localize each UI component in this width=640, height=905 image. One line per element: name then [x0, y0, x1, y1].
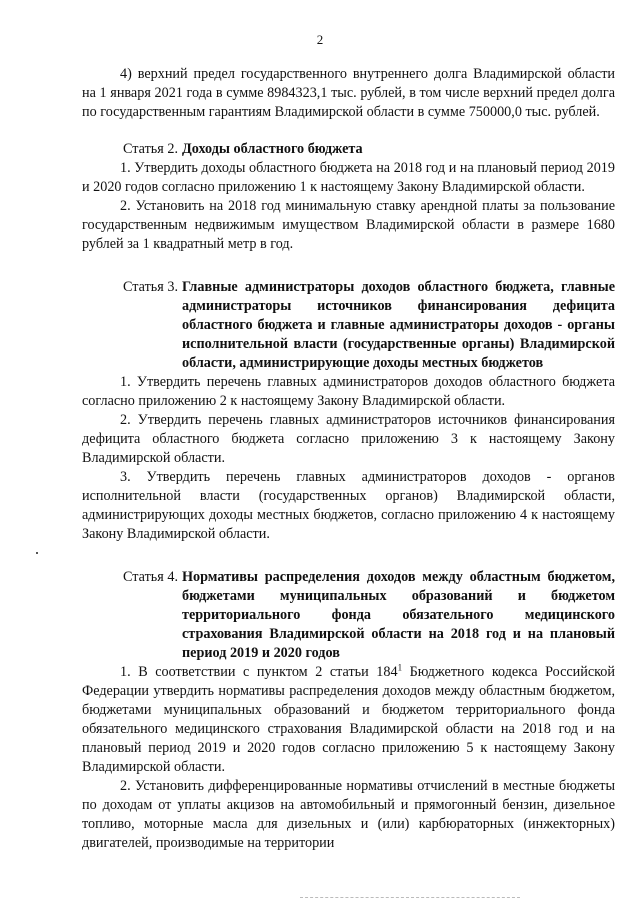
- article-2-title: Доходы областного бюджета: [182, 141, 363, 157]
- scan-edge-mark: [300, 897, 520, 901]
- article-4-para-1: [82, 663, 615, 777]
- article-3-title: Главные администраторы доходов областного бюджета, главные администраторы источников финансирования дефицита областного бюджета и главные администраторы доходов - органы исполнительной власти (государственные органы) Владимирской области, администрирующие доходы местных бюджетов: [182, 279, 615, 371]
- article-2-para-2: 2. Установить на 2018 год минимальную ставку арендной платы за пользование государственным недвижимым имуществом Владимирской области в размере 1680 рублей за 1 квадратный метр в год.: [82, 198, 615, 252]
- article-2-label: Статья 2.: [123, 141, 178, 157]
- article-4-label: Статья 4.: [123, 569, 178, 585]
- article-4-title: Нормативы распределения доходов между областным бюджетом, бюджетами муниципальных образований и бюджетом территориального фонда обязательного медицинского страхования Владимирской области на 2018 год и на плановый период 2019 и 2020 годов: [182, 569, 615, 661]
- article-3-para-1: 1. Утвердить перечень главных администраторов доходов областного бюджета согласно приложению 2 к настоящему Закону Владимирской области.: [82, 374, 615, 409]
- article-4-heading: [82, 568, 615, 663]
- scan-speck: [36, 552, 38, 554]
- article-4-superscript: 1: [397, 662, 403, 673]
- article-3-para-2: 2. Утвердить перечень главных администраторов источников финансирования дефицита областного бюджета согласно приложению 3 к настоящему Закону Владимирской области.: [82, 412, 615, 466]
- article-2-heading: [82, 140, 615, 159]
- article-4-para-2: 2. Установить дифференцированные нормативы отчислений в местные бюджеты по доходам от уплаты акцизов на автомобильный и прямогонный бензин, дизельное топливо, моторные масла для дизельных и (или) карбюраторных (инжекторных) двигателей, производимые на территории: [82, 778, 615, 851]
- article-4-para-1-start: 1. В соответствии с пунктом 2 статьи 184: [120, 664, 398, 680]
- document-body: [82, 65, 615, 853]
- article-4-para-1-end: Бюджетного кодекса Российской Федерации утвердить нормативы распределения доходов между областным бюджетом, бюджетами муниципальных образований и бюджетом территориального фонда обязательного медицинского страхования Владимирской области на 2018 год и на плановый период 2019 и 2020 годов согласно приложению 5 к настоящему Закону Владимирской области.: [82, 664, 615, 775]
- debt-limit-paragraph: 4) верхний предел государственного внутреннего долга Владимирской области на 1 января 2021 года в сумме 8984323,1 тыс. рублей, в том числе верхний предел долга по государственным гарантиям Владимирской области в сумме 750000,0 тыс. рублей.: [82, 66, 615, 120]
- article-3-label: Статья 3.: [123, 279, 178, 295]
- page-number: 2: [316, 32, 324, 47]
- article-2-para-1: 1. Утвердить доходы областного бюджета на 2018 год и на плановый период 2019 и 2020 годов согласно приложению 1 к настоящему Закону Владимирской области.: [82, 160, 615, 195]
- article-3-heading: [82, 278, 615, 373]
- article-3-para-3: 3. Утвердить перечень главных администраторов доходов - органов исполнительной власти (государственных органов) Владимирской области, администрирующих доходы местных бюджетов, согласно приложению 4 к настоящему Закону Владимирской области.: [82, 469, 615, 542]
